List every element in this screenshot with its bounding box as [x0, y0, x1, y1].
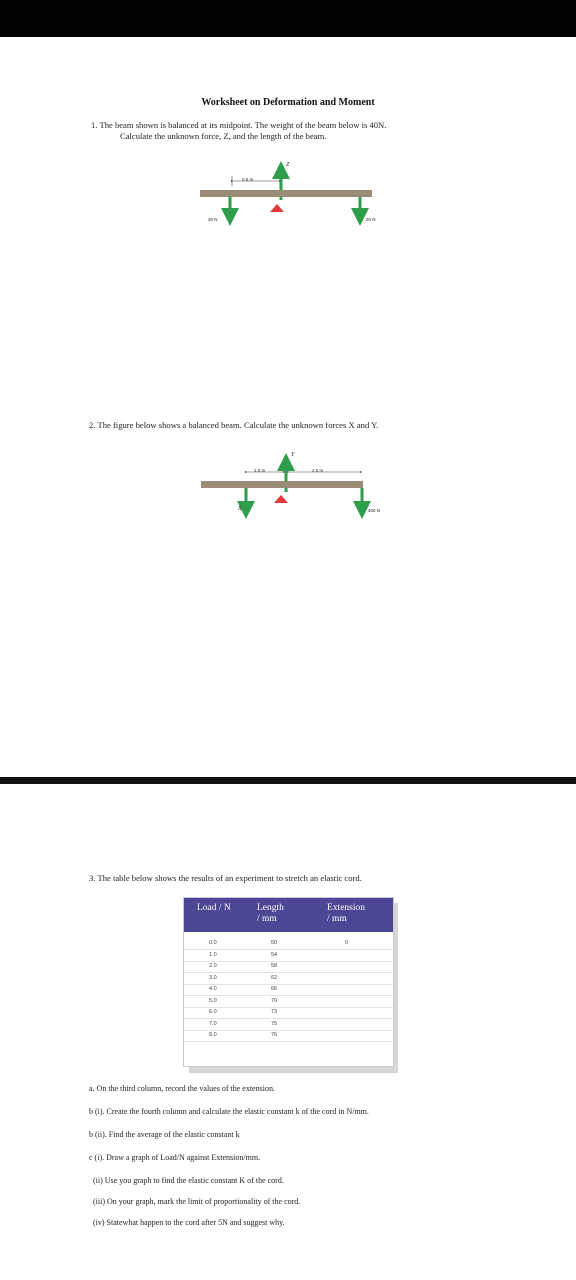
table-row [184, 1019, 393, 1031]
cell-load: 7.0 [209, 1020, 217, 1027]
q1-line2: Calculate the unknown force, Z, and the length of the beam. [120, 131, 327, 141]
table-row [184, 950, 393, 962]
q1-beam-figure [194, 160, 384, 230]
cell-load: 3.0 [209, 974, 217, 981]
cell-load: 6.0 [209, 1009, 217, 1015]
q2-beam-figure [196, 450, 396, 525]
q3-text: 3. The table below shows the results of an experiment to stretch an elastic cord. [89, 873, 362, 883]
task-item: c (i). Draw a graph of Load/N against Extension/mm. [89, 1153, 261, 1162]
cell-load: 5.0 [209, 997, 217, 1004]
cell-length: 70 [271, 997, 278, 1004]
table-row [184, 1007, 393, 1019]
task-item: (iv) Statewhat happen to the cord after 5N and suggest why. [93, 1218, 285, 1227]
cell-load: 4.0 [209, 986, 217, 992]
q2-text: 2. The figure below shows a balanced beam. Calculate the unknown forces X and Y. [89, 420, 379, 430]
q2-right-distance-label: 2.5 m [312, 468, 324, 473]
page-divider [0, 777, 576, 784]
table-header [184, 898, 393, 932]
task-item: b (i). Create the fourth column and calculate the elastic constant k of the cord in N/mm. [89, 1107, 369, 1116]
header-load: Load / N [197, 903, 231, 913]
table-row [184, 1030, 393, 1042]
top-bar [0, 0, 576, 37]
cell-length: 76 [271, 1032, 278, 1038]
q1-force-z-label: Z [286, 162, 290, 168]
q1-distance-label: 0.5 m [242, 177, 254, 182]
q2-force-x-label: X [238, 506, 242, 512]
results-table [183, 897, 396, 1070]
cell-length: 75 [271, 1020, 278, 1027]
table-row [184, 996, 393, 1008]
cell-length: 66 [271, 986, 278, 992]
task-item: a. On the third column, record the values of the extension. [89, 1084, 275, 1093]
pivot-triangle [270, 204, 284, 212]
table-row [184, 961, 393, 973]
q2-right-force-label: 400 N [368, 508, 381, 513]
cell-load: 1.0 [209, 951, 217, 958]
q2-force-y-label: Y [291, 452, 295, 458]
q2-left-distance-label: 1.0 m [254, 468, 266, 473]
cell-extension: 0 [345, 940, 349, 946]
cell-load: 0.0 [209, 940, 217, 946]
task-item: (iii) On your graph, mark the limit of proportionality of the cord. [93, 1197, 301, 1206]
table-row [184, 938, 393, 950]
cell-load: 2.0 [209, 963, 217, 969]
cell-load: 8.0 [209, 1032, 217, 1038]
task-item: (ii) Use you graph to find the elastic constant K of the cord. [93, 1176, 284, 1185]
task-item: b (ii). Find the average of the elastic constant k [89, 1130, 240, 1139]
header-length: Length / mm [257, 903, 284, 924]
q1-right-force-label: 20 N [366, 217, 376, 222]
table-row [184, 973, 393, 985]
q1-left-force-label: 30 N [208, 217, 218, 222]
cell-length: 58 [271, 963, 278, 969]
cell-length: 54 [271, 951, 278, 958]
cell-length: 73 [271, 1009, 278, 1015]
beam [200, 190, 372, 197]
page-title: Worksheet on Deformation and Moment [201, 97, 375, 108]
q1-line1: 1. The beam shown is balanced at its midpoint. The weight of the beam below is 40N. [91, 120, 387, 130]
pivot-triangle [274, 495, 288, 503]
cell-length: 62 [271, 974, 278, 981]
table-row [184, 984, 393, 996]
header-extension: Extension / mm [327, 903, 365, 924]
beam [201, 481, 363, 488]
cell-length: 50 [271, 940, 278, 946]
